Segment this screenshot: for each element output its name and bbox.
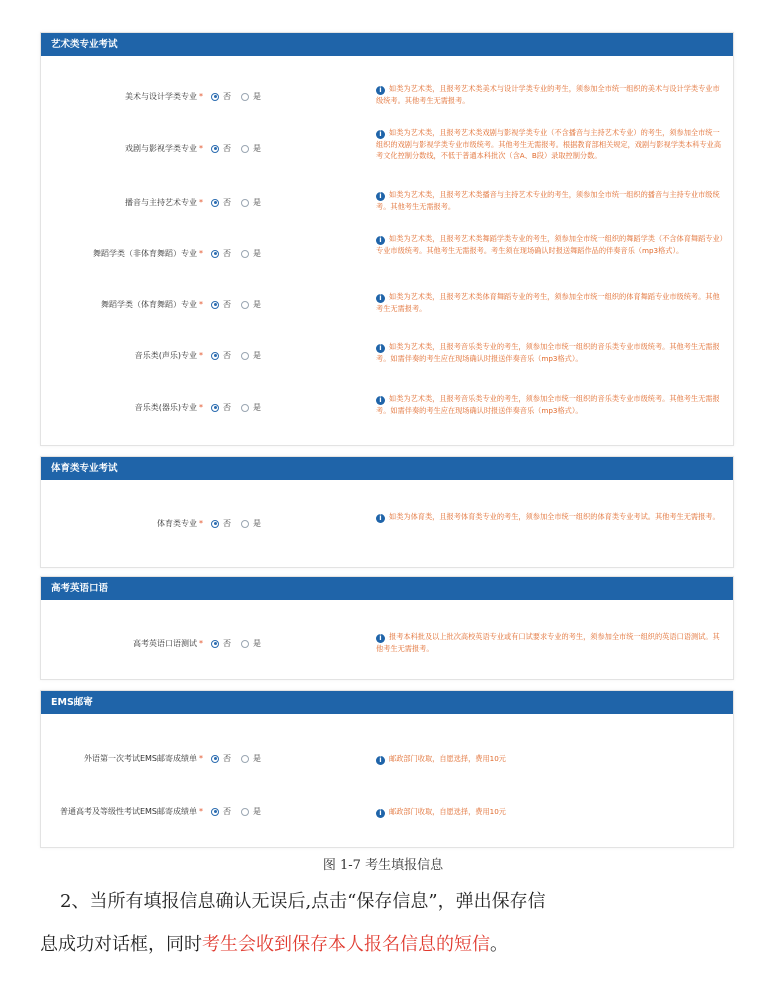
info-note: i 邮政部门收取，自愿选择，费用10元 [376,753,726,765]
info-icon: i [376,396,385,405]
field-label: 音乐类(器乐)专业 * [134,403,203,412]
radio-group: 否 是 [211,248,271,259]
field-label: 高考英语口语测试 * [133,639,203,648]
field-label: 美术与设计学类专业 * [125,92,203,101]
info-icon: i [376,192,385,201]
radio-no[interactable] [211,755,219,763]
field-label: 音乐类(声乐)专业 * [134,351,203,360]
radio-yes[interactable] [241,250,249,258]
panel-title: 高考英语口语 [41,577,733,600]
info-note: i 如类为艺术类，且报考艺术类舞蹈学类专业的考生，须参加全市统一组织的舞蹈学类（不含体育舞蹈专业）专业市级统考。其他考生无需报考。考生须在现场确认时报送舞蹈作品的伴奏音乐（mp3格式）。 [376,234,724,255]
radio-no[interactable] [211,199,219,207]
radio-yes[interactable] [241,808,249,816]
info-note: i 如类为艺术类，且报考艺术类美术与设计学类专业的考生，须参加全市统一组织的美术与设计学类专业市级统考。其他考生无需报考。 [376,84,720,105]
radio-no[interactable] [211,352,219,360]
radio-group: 否 是 [211,806,271,817]
body-paragraph: 2、当所有填报信息确认无误后,点击“保存信息”，弹出保存信 [60,891,546,912]
radio-group: 否 是 [211,197,271,208]
info-icon: i [376,86,385,95]
ems-mail-panel [40,690,734,848]
field-label: 舞蹈学类（体育舞蹈）专业 * [101,300,203,309]
field-label: 体育类专业 * [157,519,203,528]
radio-group: 否 是 [211,753,271,764]
field-label: 普通高考及等级性考试EMS邮寄成绩单 * [59,807,203,816]
info-note: i 邮政部门收取，自愿选择，费用10元 [376,806,726,818]
figure-caption: 图 1-7 考生填报信息 [322,858,444,873]
info-icon: i [376,344,385,353]
field-label: 播音与主持艺术专业 * [125,198,203,207]
info-icon: i [376,236,385,245]
radio-yes[interactable] [241,352,249,360]
radio-group: 否 是 [211,402,271,413]
panel-title: 体育类专业考试 [41,457,733,480]
radio-yes[interactable] [241,640,249,648]
info-note: i 如类为艺术类，且报考音乐类专业的考生，须参加全市统一组织的音乐类专业市级统考。其他考生无需报考。如需伴奏的考生应在现场确认时报送伴奏音乐（mp3格式）。 [376,394,720,415]
radio-no[interactable] [211,404,219,412]
info-icon: i [376,514,385,523]
info-icon: i [376,294,385,303]
radio-no[interactable] [211,145,219,153]
info-note: i 报考本科批及以上批次高校英语专业或有口试要求专业的考生，须参加全市统一组织的英语口语测试。其他考生无需报考。 [376,632,720,653]
radio-group: 否 是 [211,350,271,361]
radio-yes[interactable] [241,520,249,528]
radio-no[interactable] [211,93,219,101]
radio-group: 否 是 [211,299,271,310]
radio-yes[interactable] [241,301,249,309]
art-exam-panel [40,32,734,446]
radio-no[interactable] [211,301,219,309]
radio-group: 否 是 [211,638,271,649]
info-icon: i [376,809,385,818]
radio-yes[interactable] [241,199,249,207]
info-icon: i [376,634,385,643]
highlight-text: 考生会收到保存本人报名信息的短信 [202,934,490,955]
field-label: 外语第一次考试EMS邮寄成绩单 * [83,754,203,763]
english-oral-panel [40,576,734,680]
radio-yes[interactable] [241,755,249,763]
radio-group: 否 是 [211,518,271,529]
radio-yes[interactable] [241,145,249,153]
radio-yes[interactable] [241,404,249,412]
radio-no[interactable] [211,250,219,258]
field-label: 舞蹈学类（非体育舞蹈）专业 * [93,249,203,258]
info-note: i 如类为艺术类，且报考艺术类戏剧与影视学类专业（不含播音与主持艺术专业）的考生，须参加全市统一组织的戏剧与影视学类专业市级统考。其他考生无需报考。根据教育部相关规定，戏剧与影视学类本科专业高考文化控制分数线，不低于普通本科批次（含A、B段）录取控制分数。 [376,128,722,160]
radio-yes[interactable] [241,93,249,101]
radio-no[interactable] [211,520,219,528]
panel-title: EMS邮寄 [41,691,733,714]
info-note: i 如类为艺术类，且报考艺术类播音与主持艺术专业的考生，须参加全市统一组织的播音与主持专业市级统考。其他考生无需报考。 [376,190,720,211]
sport-exam-panel [40,456,734,568]
radio-group: 否 是 [211,143,271,154]
info-icon: i [376,756,385,765]
radio-no[interactable] [211,640,219,648]
radio-no[interactable] [211,808,219,816]
info-note: i 如类为艺术类，且报考音乐类专业的考生，须参加全市统一组织的音乐类专业市级统考。其他考生无需报考。如需伴奏的考生应在现场确认时报送伴奏音乐（mp3格式）。 [376,342,720,363]
info-note: i 如类为体育类，且报考体育类专业的考生，须参加全市统一组织的体育类专业考试。其他考生无需报考。 [376,511,726,523]
field-label: 戏剧与影视学类专业 * [125,144,203,153]
info-icon: i [376,130,385,139]
panel-title: 艺术类专业考试 [41,33,733,56]
radio-group: 否 是 [211,91,271,102]
info-note: i 如类为艺术类，且报考艺术类体育舞蹈专业的考生，须参加全市统一组织的体育舞蹈专业市级统考。其他考生无需报考。 [376,292,720,313]
body-paragraph: 息成功对话框，同时考生会收到保存本人报名信息的短信。 [40,934,508,955]
